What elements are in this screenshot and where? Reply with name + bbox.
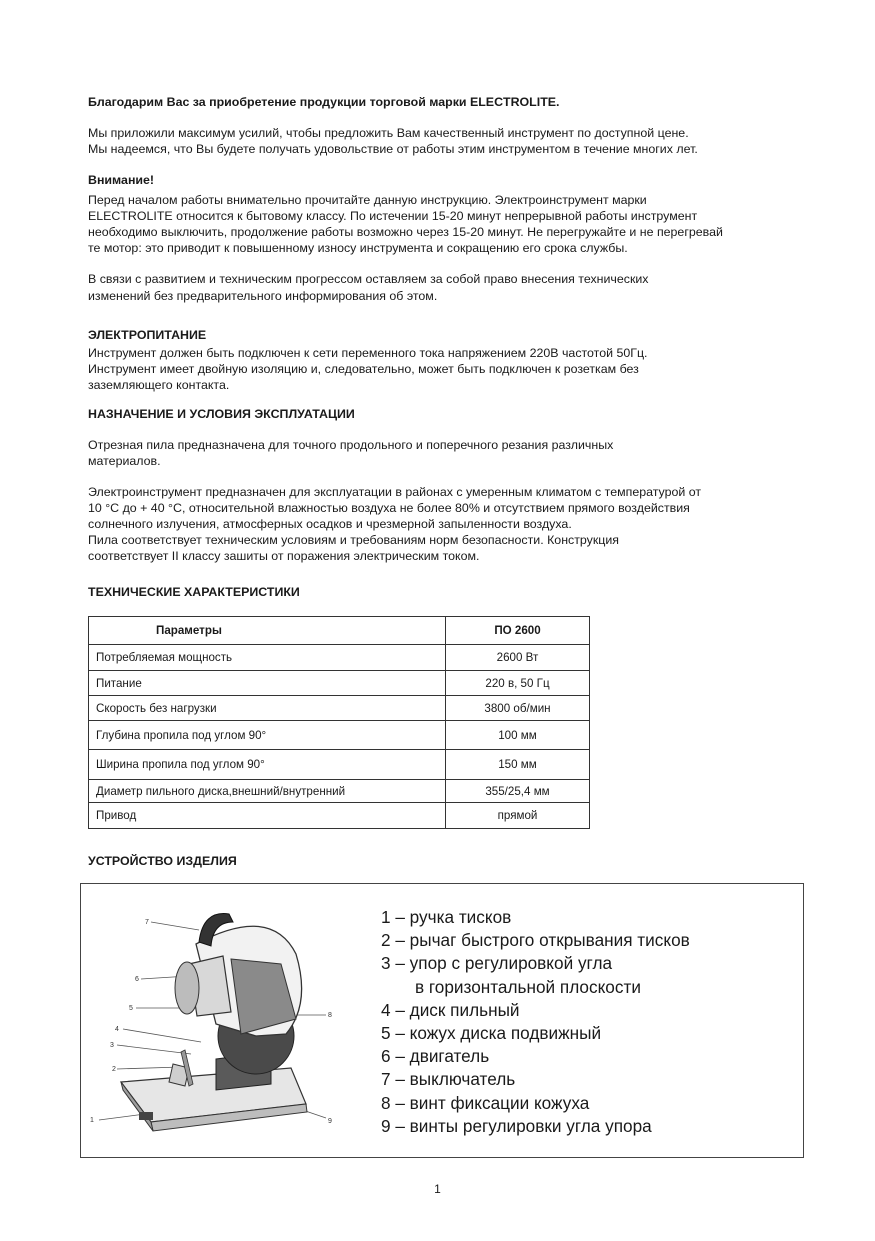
spec-value: 100 мм <box>446 721 590 750</box>
callout-2: 2 <box>112 1066 116 1073</box>
table-row <box>89 780 590 803</box>
spec-param: Глубина пропила под углом 90° <box>89 721 446 750</box>
thanks-line: Благодарим Вас за приобретение продукции торговой марки ELECTROLITE. <box>88 95 560 109</box>
purpose-title: НАЗНАЧЕНИЕ И УСЛОВИЯ ЭКСПЛУАТАЦИИ <box>88 407 355 421</box>
callout-7: 7 <box>145 919 149 926</box>
specs-header-row <box>89 617 590 645</box>
device-title: УСТРОЙСТВО ИЗДЕЛИЯ <box>88 854 237 868</box>
spec-value: 2600 Вт <box>446 645 590 671</box>
callout-6: 6 <box>135 976 139 983</box>
spec-value: 3800 об/мин <box>446 696 590 721</box>
spec-value: 150 мм <box>446 750 590 780</box>
page-number: 1 <box>434 1182 441 1196</box>
spec-param: Диаметр пильного диска,внешний/внутренний <box>89 780 446 803</box>
attention-title: Внимание! <box>88 173 155 187</box>
list-item: 8 – винт фиксации кожуха <box>381 1092 590 1113</box>
device-box <box>80 883 804 1158</box>
callout-4: 4 <box>115 1026 119 1033</box>
power-line-1: Инструмент должен быть подключен к сети переменного тока напряжением 220В частотой 50Гц. <box>88 346 648 360</box>
attention-line-3: необходимо выключить, продолжение работы возможно через 15-20 минут. Не перегружайте и не перегревай <box>88 225 723 239</box>
purpose-line-4: 10 °С до + 40 °С, относительной влажностью воздуха не более 80% и отсутствием прямого воздействия <box>88 501 690 515</box>
list-item: 6 – двигатель <box>381 1046 490 1067</box>
table-row <box>89 696 590 721</box>
table-row <box>89 803 590 829</box>
saw-illustration <box>81 884 351 1157</box>
spec-param: Ширина пропила под углом 90° <box>89 750 446 780</box>
power-title: ЭЛЕКТРОПИТАНИЕ <box>88 328 207 342</box>
callout-1: 1 <box>90 1117 94 1124</box>
table-row <box>89 645 590 671</box>
callout-9: 9 <box>328 1118 332 1125</box>
specs-title: ТЕХНИЧЕСКИЕ ХАРАКТЕРИСТИКИ <box>88 585 300 599</box>
list-item: 9 – винты регулировки угла упора <box>381 1115 652 1136</box>
purpose-line-6: Пила соответствует техническим условиям и требованиям норм безопасности. Конструкция <box>88 533 620 547</box>
purpose-line-1: Отрезная пила предназначена для точного продольного и поперечного резания различных <box>88 438 614 452</box>
callout-5: 5 <box>129 1005 133 1012</box>
purpose-line-2: материалов. <box>88 454 161 468</box>
spec-value: 355/25,4 мм <box>446 780 590 803</box>
spec-param: Привод <box>89 803 446 829</box>
attention-line-1: Перед началом работы внимательно прочитайте данную инструкцию. Электроинструмент марки <box>88 193 647 207</box>
spec-value: 220 в, 50 Гц <box>446 671 590 696</box>
specs-table <box>88 616 590 829</box>
table-row <box>89 750 590 780</box>
list-item: 5 – кожух диска подвижный <box>381 1023 602 1044</box>
specs-header-model: ПО 2600 <box>446 617 590 645</box>
list-item: 7 – выключатель <box>381 1069 516 1090</box>
rights-line-1: В связи с развитием и техническим прогрессом оставляем за собой право внесения технических <box>88 272 649 286</box>
purpose-line-3: Электроинструмент предназначен для эксплуатации в районах с умеренным климатом с температурой от <box>88 485 702 499</box>
spec-param: Потребляемая мощность <box>89 645 446 671</box>
spec-param: Скорость без нагрузки <box>89 696 446 721</box>
attention-line-2: ELECTROLITE относится к бытовому классу. По истечении 15-20 минут непрерывной работы инструмент <box>88 209 698 223</box>
list-item-continuation: в горизонтальной плоскости <box>415 976 641 997</box>
specs-header-params: Параметры <box>89 617 446 645</box>
device-parts-list <box>381 906 690 1138</box>
spec-param: Питание <box>89 671 446 696</box>
list-item: 1 – ручка тисков <box>381 907 512 927</box>
list-item: 2 – рычаг быстрого открывания тисков <box>381 930 690 951</box>
list-item: 3 – упор с регулировкой угла <box>381 953 613 974</box>
table-row <box>89 721 590 750</box>
table-row <box>89 671 590 696</box>
intro-line-2: Мы надеемся, что Вы будете получать удовольствие от работы этим инструментом в течение многих лет. <box>88 142 698 156</box>
power-line-2: Инструмент имеет двойную изоляцию и, следовательно, может быть подключен к розеткам без <box>88 362 639 376</box>
purpose-line-5: солнечного излучения, атмосферных осадков и чрезмерной запыленности воздуха. <box>88 517 572 531</box>
list-item: 4 – диск пильный <box>381 999 520 1020</box>
attention-line-4: те мотор: это приводит к повышенному износу инструмента и сокращению его срока службы. <box>88 241 628 255</box>
spec-value: прямой <box>446 803 590 829</box>
intro-line-1: Мы приложили максимум усилий, чтобы предложить Вам качественный инструмент по доступной цене. <box>88 126 689 140</box>
callout-3: 3 <box>110 1042 114 1049</box>
power-line-3: заземляющего контакта. <box>88 378 230 392</box>
callout-8: 8 <box>328 1012 332 1019</box>
purpose-line-7: соответствует II классу зашиты от поражения электрическим током. <box>88 549 480 563</box>
rights-line-2: изменений без предварительного информирования об этом. <box>88 289 438 303</box>
